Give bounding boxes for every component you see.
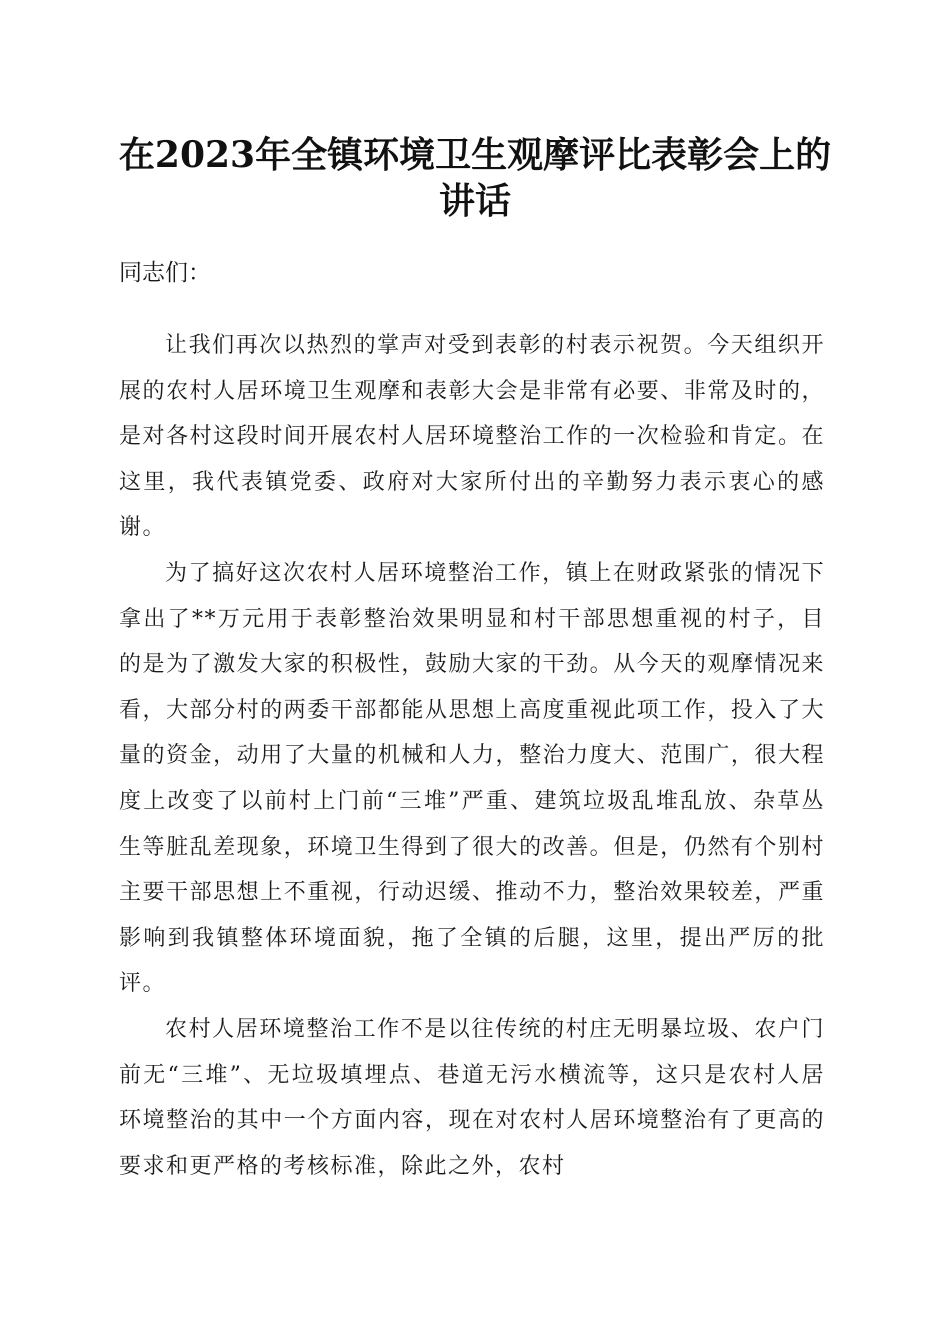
paragraph-3: 农村人居环境整治工作不是以往传统的村庄无明暴垃圾、农户门前无“三堆”、无垃圾填埋点、巷道无污水横流等，这只是农村人居环境整治的其中一个方面内容，现在对农村人居环境整治有了更高的要求和更严格的考核标准，除此之外，农村 (119, 1016, 825, 1179)
document-body (119, 323, 825, 1189)
paragraph-2: 为了搞好这次农村人居环境整治工作，镇上在财政紧张的情况下拿出了**万元用于表彰整治效果明显和村干部思想重视的村子，目的是为了激发大家的积极性，鼓励大家的干劲。从今天的观摩情况来看，大部分村的两委干部都能从思想上高度重视此项工作，投入了大量的资金，动用了大量的机械和人力，整治力度大、范围广，很大程度上改变了以前村上门前“三堆”严重、建筑垃圾乱堆乱放、杂草丛生等脏乱差现象，环境卫生得到了很大的改善。但是，仍然有个别村主要干部思想上不重视，行动迟缓、推动不力，整治效果较差，严重影响到我镇整体环境面貌，拖了全镇的后腿，这里，提出严厉的批评。 (119, 560, 825, 997)
document-title: 在2023年全镇环境卫生观摩评比表彰会上的讲话 (118, 134, 832, 222)
salutation: 同志们： (119, 260, 211, 286)
paragraph-1: 让我们再次以热烈的掌声对受到表彰的村表示祝贺。今天组织开展的农村人居环境卫生观摩和表彰大会是非常有必要、非常及时的，是对各村这段时间开展农村人居环境整治工作的一次检验和肯定。在这里，我代表镇党委、政府对大家所付出的辛勤努力表示衷心的感谢。 (119, 333, 825, 541)
